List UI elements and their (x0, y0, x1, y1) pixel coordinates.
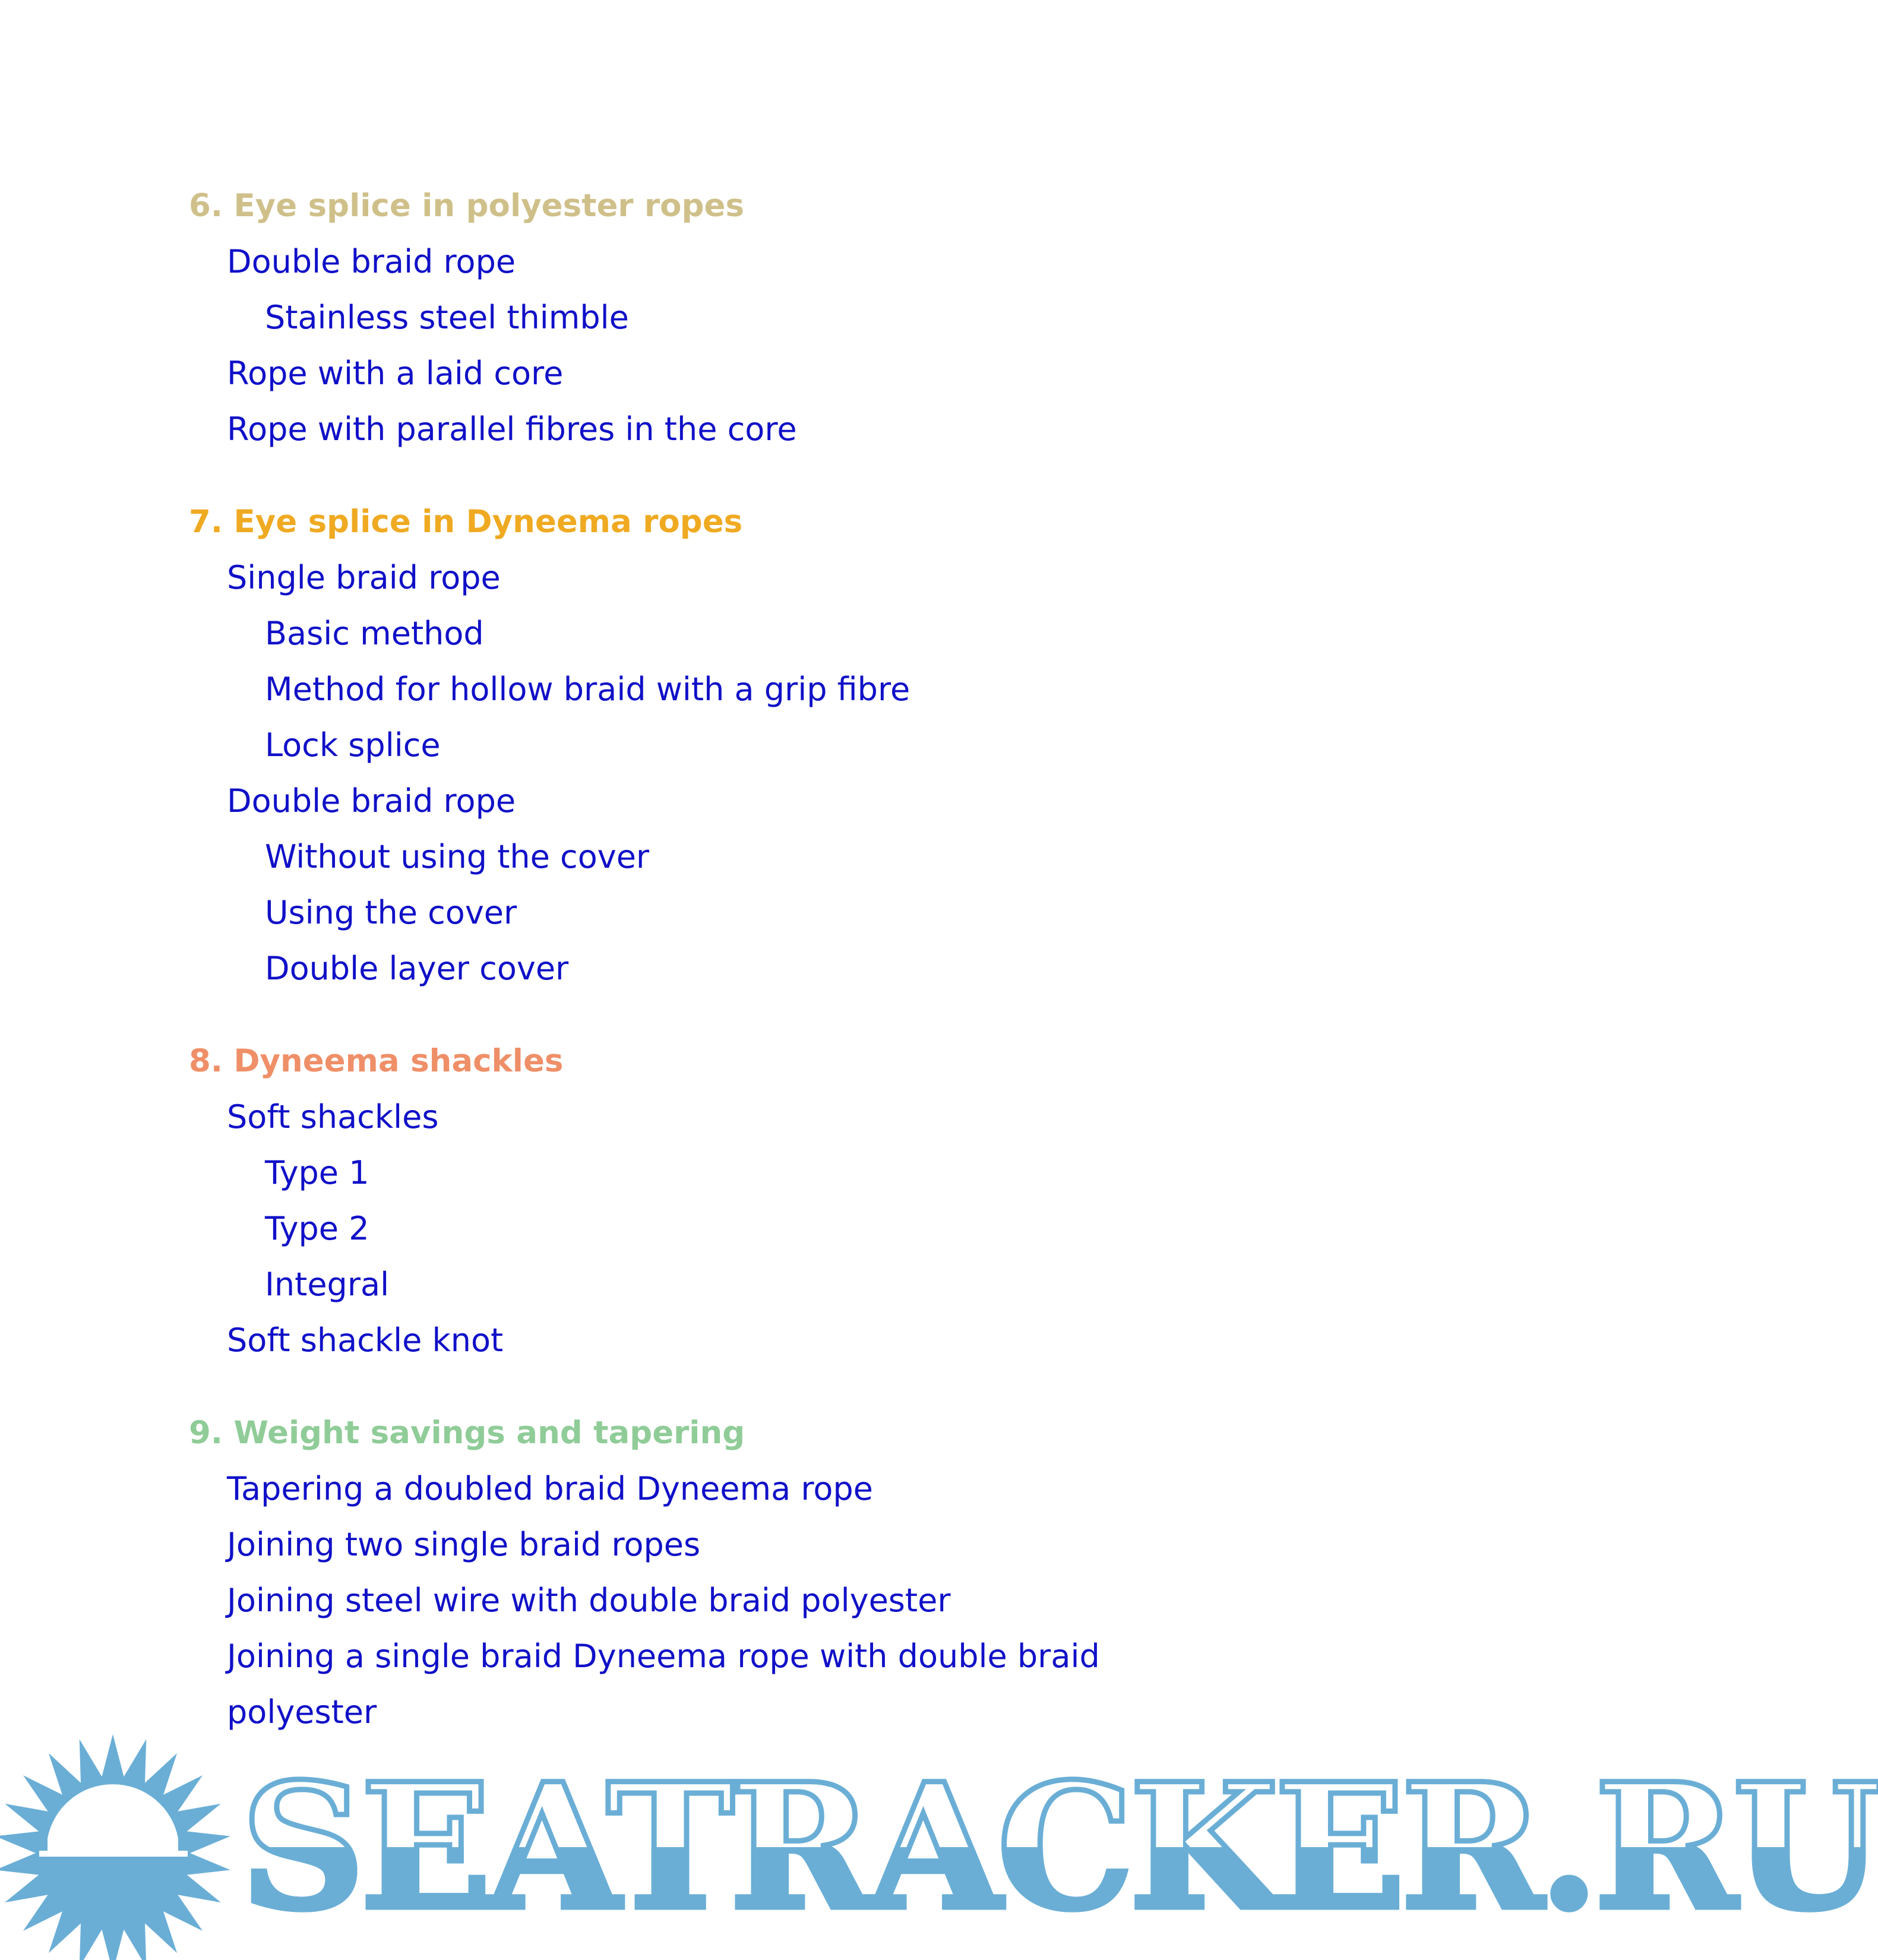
toc-entry[interactable]: Double braid rope (227, 782, 516, 820)
toc-entry[interactable]: Type 2 (265, 1210, 369, 1247)
toc-entry[interactable]: Soft shackles (227, 1098, 439, 1136)
section-title[interactable]: 7. Eye splice in Dyneema ropes (189, 504, 743, 540)
toc-entry[interactable]: Method for hollow braid with a grip fibre (265, 671, 910, 708)
toc-section-6 (189, 178, 1377, 457)
toc-entry[interactable]: Without using the cover (265, 838, 650, 875)
toc-entry[interactable]: Joining steel wire with double braid polyester (227, 1582, 951, 1619)
toc-section-7 (189, 494, 1377, 997)
toc-entry[interactable]: Rope with a laid core (227, 355, 564, 392)
section-title[interactable]: 8. Dyneema shackles (189, 1043, 564, 1079)
watermark-text: SEATRACKER.RU (241, 1740, 1878, 1954)
toc-entry[interactable]: Soft shackle knot (227, 1322, 504, 1359)
watermark-banner (0, 1734, 1878, 1960)
toc-section-8 (189, 1033, 1377, 1368)
toc-section-9 (189, 1405, 1377, 1740)
toc-entry[interactable]: Double layer cover (265, 950, 569, 987)
toc-entry[interactable]: Basic method (265, 615, 484, 652)
toc-entry[interactable]: Using the cover (265, 894, 517, 931)
toc-entry[interactable]: Stainless steel thimble (265, 299, 629, 336)
toc-entry[interactable]: Joining a single braid Dyneema rope with double braid polyester (227, 1637, 1100, 1731)
table-of-contents (189, 178, 1377, 1740)
toc-entry[interactable]: Lock splice (265, 726, 441, 764)
toc-entry[interactable]: Joining two single braid ropes (227, 1526, 701, 1563)
toc-entry[interactable]: Double braid rope (227, 243, 516, 280)
toc-entry[interactable]: Tapering a doubled braid Dyneema rope (227, 1470, 873, 1507)
toc-entry[interactable]: Single braid rope (227, 559, 501, 596)
sun-icon (0, 1734, 238, 1960)
section-title[interactable]: 9. Weight savings and tapering (189, 1415, 745, 1451)
section-title[interactable]: 6. Eye splice in polyester ropes (189, 188, 745, 224)
toc-entry[interactable]: Rope with parallel fibres in the core (227, 410, 797, 448)
toc-entry[interactable]: Integral (265, 1266, 390, 1303)
toc-entry[interactable]: Type 1 (265, 1154, 369, 1191)
